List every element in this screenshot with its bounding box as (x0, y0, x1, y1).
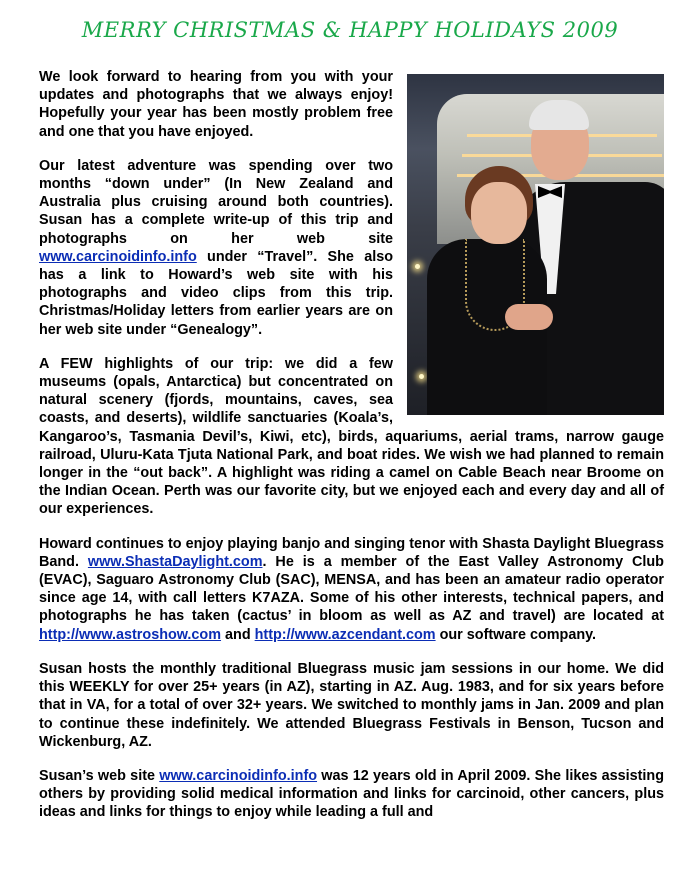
letter-body (39, 68, 664, 838)
couple-photo (407, 74, 664, 415)
clasped-hands (505, 304, 553, 330)
letter-title: MERRY CHRISTMAS & HAPPY HOLIDAYS 2009 (81, 18, 619, 42)
paragraph-highlights: A FEW highlights of our trip: we did a few museums (opals, Antarctica) but concentrated on natural scenery (fjords, mountains, caves, sea coasts, and deserts), wildlife sanctuaries (Koala’s, Kangaroo’s, Tasmania Devil’s, Kiwi, etc), birds, aquariums, aerial trams, narrow gauge railroad, Uluru-Kata Tjuta National Park, and boat rides. We wish we had planned to remain longer in the “out back”. A highlight was riding a camel on Cable Beach near Broome on the Indian Ocean. Perth was our favorite city, but we enjoyed each and every day and all of our experiences. (39, 355, 664, 518)
lamp-light (419, 374, 424, 379)
azcendant-link[interactable]: http://www.azcendant.com (254, 626, 436, 643)
paragraph-text: Susan’s web site (39, 767, 160, 784)
paragraph-howard (39, 535, 664, 644)
lamp-light (415, 264, 420, 269)
paragraph-intro: We look forward to hearing from you with your updates and photographs that we always enjoy! Hopefully your year has been mostly problem free and one that you have enjoyed. (39, 69, 393, 140)
paragraph-text: under “Travel”. She also has a link to Howard’s web site with his photographs and video clips from this trip. Christmas/Holiday letters from earlier years are on her web site under “Genealogy”. (39, 248, 393, 338)
paragraph-susan-website (39, 767, 664, 822)
paragraph-jam-sessions: Susan hosts the monthly traditional Bluegrass music jam sessions in our home. We did this WEEKLY for over 25+ years (in AZ), starting in AZ. Aug. 1983, and for six years before that in VA, for a total of over 32+ years. We switched to monthly jams in Jan. 2009 and plan to continue these indefinitely. We attended Bluegrass Festivals in Benson, Tucson and Wickenburg, AZ. (39, 660, 664, 750)
carcinoid-link[interactable]: www.carcinoidinfo.info (39, 248, 197, 265)
paragraph-text: was 12 years old in April 2009. She likes assisting others by providing solid medical information and links for carcinoid, other cancers, plus ideas and links for things to enjoy while leading a full and (39, 767, 664, 821)
paragraph-text: . He is a member of the East Valley Astronomy Club (EVAC), Saguaro Astronomy Club (SAC), MENSA, and has been an amateur radio operator since age 14, with call letters K7AZA. Some of his other interests, technical papers, and photographs he has taken (cactus’ in bloom as well as AZ and travel) are located at (39, 553, 664, 625)
carcinoid-link[interactable]: www.carcinoidinfo.info (159, 767, 318, 784)
shasta-daylight-link[interactable]: www.ShastaDaylight.com (87, 553, 263, 570)
paragraph-text: Howard continues to enjoy playing banjo and singing tenor with Shasta Daylight Bluegrass Band. (39, 535, 664, 570)
astroshow-link[interactable]: http://www.astroshow.com (39, 626, 222, 643)
paragraph-text: Our latest adventure was spending over two months “down under” (In New Zealand and Australia plus cruising around both countries). Susan has a complete write-up of this trip and photographs on her web site (39, 157, 393, 247)
paragraph-text: and (221, 626, 255, 643)
woman-face (471, 182, 527, 244)
paragraph-text: our software company. (435, 626, 597, 643)
